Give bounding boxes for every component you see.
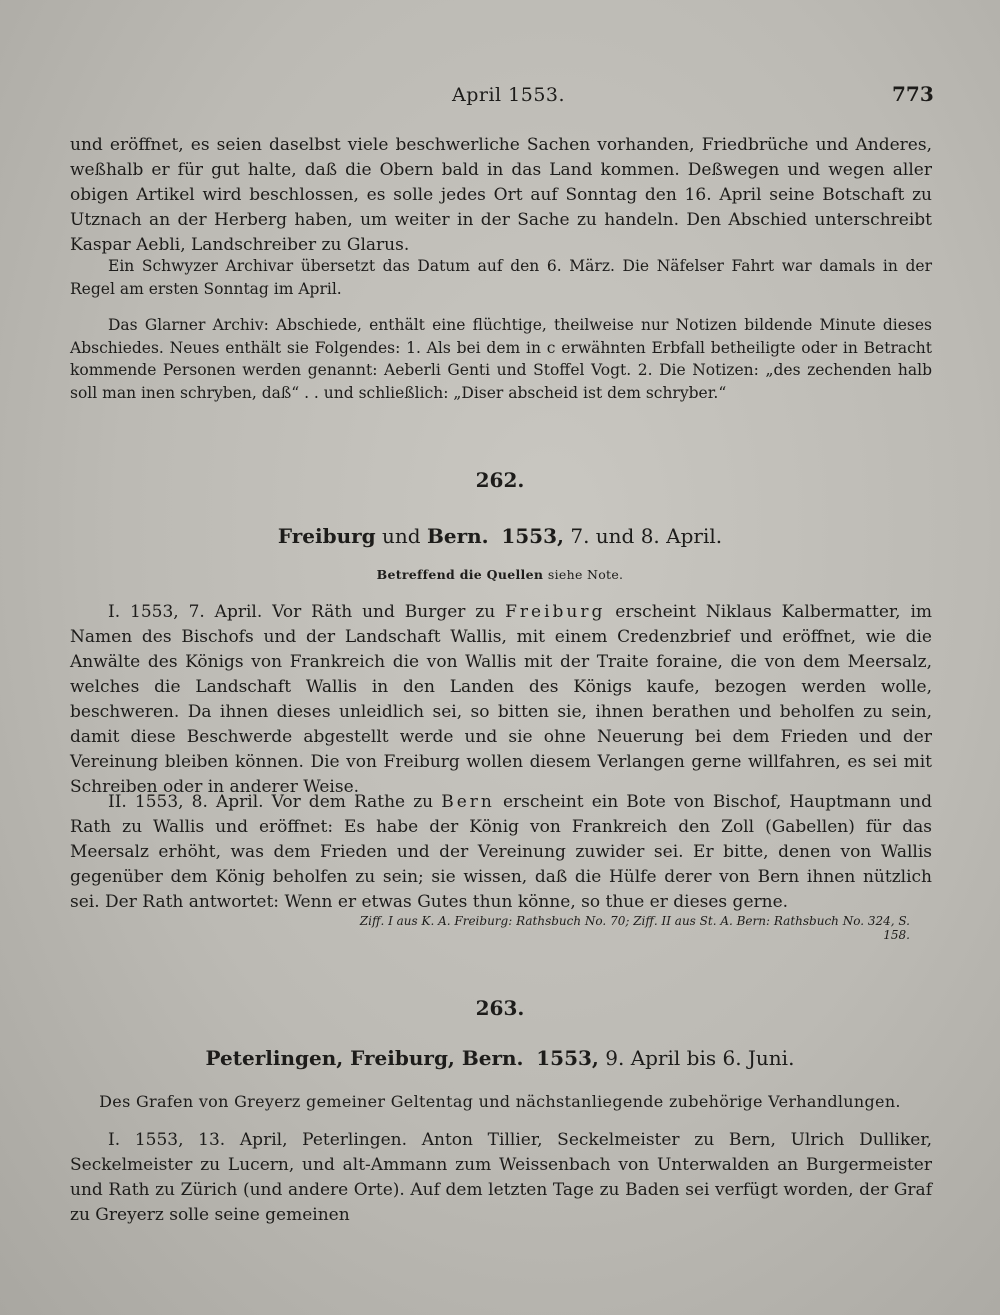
section-262-dates: 7. und 8. April. xyxy=(570,524,723,548)
section-263-dates: 9. April bis 6. Juni. xyxy=(605,1046,795,1070)
section-262-subtitle-rest: siehe Note. xyxy=(547,567,624,582)
intro-note-1: Ein Schwyzer Archivar übersetzt das Datum auf den 6. März. Die Näfelser Fahrt war damals in der Regel am ersten Sonntag im April. xyxy=(70,257,932,298)
section-262-and: und xyxy=(382,524,421,548)
section-263-number: 263. xyxy=(475,996,525,1020)
section-262-place2: Bern. xyxy=(426,524,489,548)
section-262-p2-text-b: erscheint ein Bote von Bischof, Hauptmann und Rath zu Wallis und eröffnet: Es habe der König von Frankreich den Zoll (Gabellen) für das Meersalz erhöht, was dem Frieden und der Vereinung zuwider sei. Er bitte, denen von Wallis gegenüber dem König beholfen zu sein; sie wissen, daß die Hülfe derer von Bern ihnen nützlich sei. Der Rath antwortet: Wenn er etwas Gutes thun könne, so thue er dieses gerne. xyxy=(70,792,932,912)
section-263-places: Peterlingen, Freiburg, Bern. xyxy=(205,1046,524,1070)
section-262-title xyxy=(0,524,1000,548)
intro-paragraph: und eröffnet, es seien daselbst viele beschwerliche Sachen vorhanden, Friedbrüche und Anderes, weßhalb er für gut halte, daß die Obern bald in das Land kommen. Deßwegen und wegen aller obigen Artikel wird beschlossen, es solle jedes Ort auf Sonntag den 16. April seine Botschaft zu Utznach an der Herberg haben, um weiter in der Sache zu handeln. Den Abschied unterschreibt Kaspar Aebli, Landschreiber zu Glarus. xyxy=(70,135,932,255)
section-262-subtitle xyxy=(0,567,1000,582)
section-262-place1: Freiburg xyxy=(277,524,376,548)
section-262-p1-lead: I. 1553, 7. April. xyxy=(108,602,263,622)
section-262-subtitle-bold: Betreffend die Quellen xyxy=(376,567,544,582)
section-262-number: 262. xyxy=(475,468,525,492)
section-262-p1-text-a: Vor Räth und Burger zu xyxy=(272,602,496,622)
section-262-p2-lead: II. 1553, 8. April. xyxy=(108,792,264,812)
section-263-paragraph-1: I. 1553, 13. April, Peterlingen. Anton Tillier, Seckelmeister zu Bern, Ulrich Dulliker, Seckelmeister zu Lucern, und alt-Ammann zum Weissenbach von Unterwalden an Burgermeister und Rath zu Zürich (und andere Orte). Auf dem letzten Tage zu Baden sei verfügt worden, der Graf zu Greyerz solle seine gemeinen xyxy=(70,1130,932,1225)
section-262-p2-text-a: Vor dem Rathe zu xyxy=(271,792,434,812)
section-263-title xyxy=(0,1046,1000,1070)
section-263-subtitle: Des Grafen von Greyerz gemeiner Geltentag und nächstanliegende zubehörige Verhandlungen. xyxy=(99,1092,901,1111)
section-262-p1-text-b: erscheint Niklaus Kalbermatter, im Namen des Bischofs und der Landschaft Wallis, mit einem Credenzbrief und eröffnet, wie die Anwälte des Königs von Frankreich die von Wallis mit der Traite foraine, die von dem Meersalz, welches die Landschaft Wallis in den Landen des Königs kaufe, bezogen werden wolle, beschweren. Da ihnen dieses unleidlich sei, so bitten sie, ihnen berathen und beholfen zu sein, damit diese Beschwerde abgestellt werde und sie ohne Neuerung bei dem Frieden und der Vereinung bleiben können. Die von Freiburg wollen diesem Verlangen gerne willfahren, es sei mit Schreiben oder in anderer Weise. xyxy=(70,602,932,797)
section-262-paragraph-2 xyxy=(70,790,932,915)
section-262-source-note: Ziff. I aus K. A. Freiburg: Rathsbuch No. 70; Ziff. II aus St. A. Bern: Rathsbuch No. 324, S. 158. xyxy=(359,914,910,942)
section-262-p1-place: Freiburg xyxy=(505,602,606,622)
intro-note-2: Das Glarner Archiv: Abschiede, enthält eine flüchtige, theilweise nur Notizen bildende Minute dieses Abschiedes. Neues enthält sie Folgendes: 1. Als bei dem in c erwähnten Erbfall betheiligte oder in Betracht kommende Personen werden genannt: Aeberli Genti und Stoffel Vogt. 2. Die Notizen: „des zechenden halb soll man inen schryben, daß“ . . und schließlich: „Diser abscheid ist dem schryber.“ xyxy=(70,316,932,402)
page-number: 773 xyxy=(892,82,934,106)
section-262-year: 1553, xyxy=(501,524,564,548)
section-262-paragraph-1 xyxy=(70,600,932,800)
section-262-p2-place: Bern xyxy=(441,792,495,812)
section-263-year: 1553, xyxy=(536,1046,599,1070)
running-header xyxy=(0,82,1000,112)
header-date: April 1553. xyxy=(452,84,566,106)
